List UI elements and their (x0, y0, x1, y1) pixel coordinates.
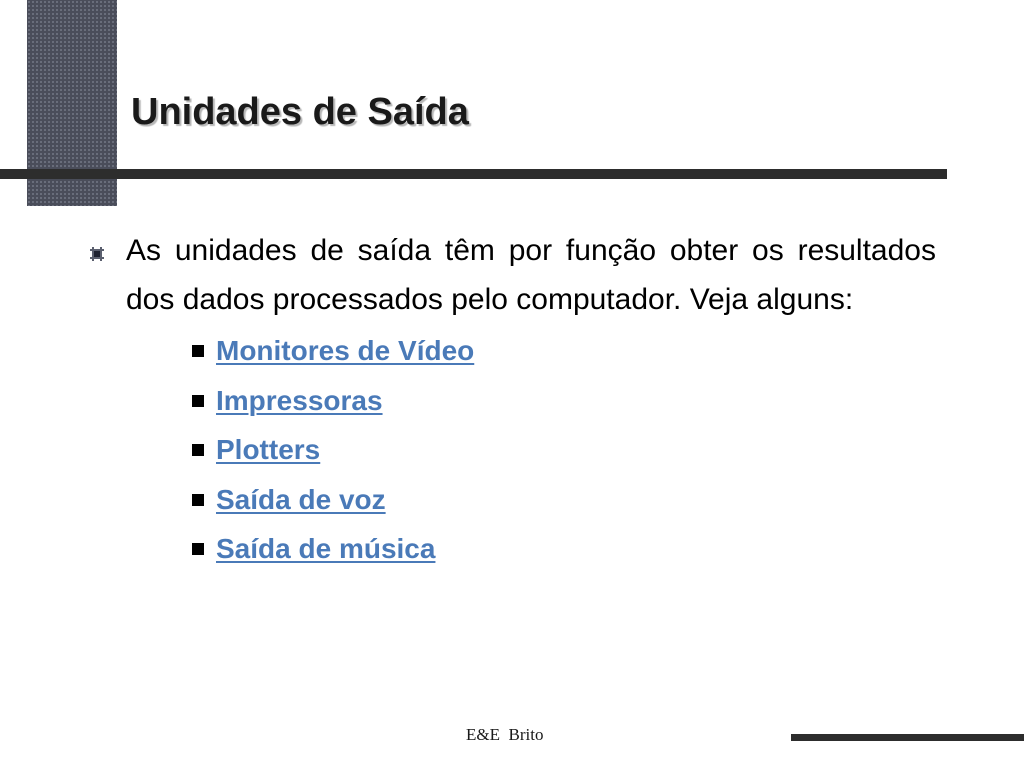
footer-author: E&E Brito (466, 725, 544, 744)
black-square-bullet-icon (192, 345, 204, 357)
slide-title: Unidades de Saída (131, 91, 469, 133)
black-square-bullet-icon (192, 543, 204, 555)
footer-bar (791, 734, 1024, 741)
main-paragraph: As unidades de saída têm por função obter os resultados dos dados processados pelo computador. Veja alguns: (126, 234, 936, 316)
list-item (189, 524, 936, 574)
black-square-bullet-icon (192, 444, 204, 456)
list-item (189, 326, 936, 376)
output-units-list (84, 326, 936, 574)
list-item (189, 376, 936, 426)
main-bullet-item (84, 227, 936, 324)
black-square-bullet-icon (192, 395, 204, 407)
link-plotters[interactable]: Plotters (216, 434, 321, 465)
slide-content (84, 227, 936, 574)
title-underline-bar (0, 169, 947, 179)
list-item (189, 425, 936, 475)
link-impressoras[interactable]: Impressoras (216, 384, 383, 416)
list-item (189, 475, 936, 525)
link-saida-de-musica[interactable]: Saída de música (216, 533, 436, 564)
black-square-bullet-icon (192, 494, 204, 506)
link-monitores-de-video[interactable]: Monitores de Vídeo (216, 335, 475, 366)
square-bullet-icon (90, 247, 104, 261)
link-saida-de-voz[interactable]: Saída de voz (216, 483, 386, 515)
